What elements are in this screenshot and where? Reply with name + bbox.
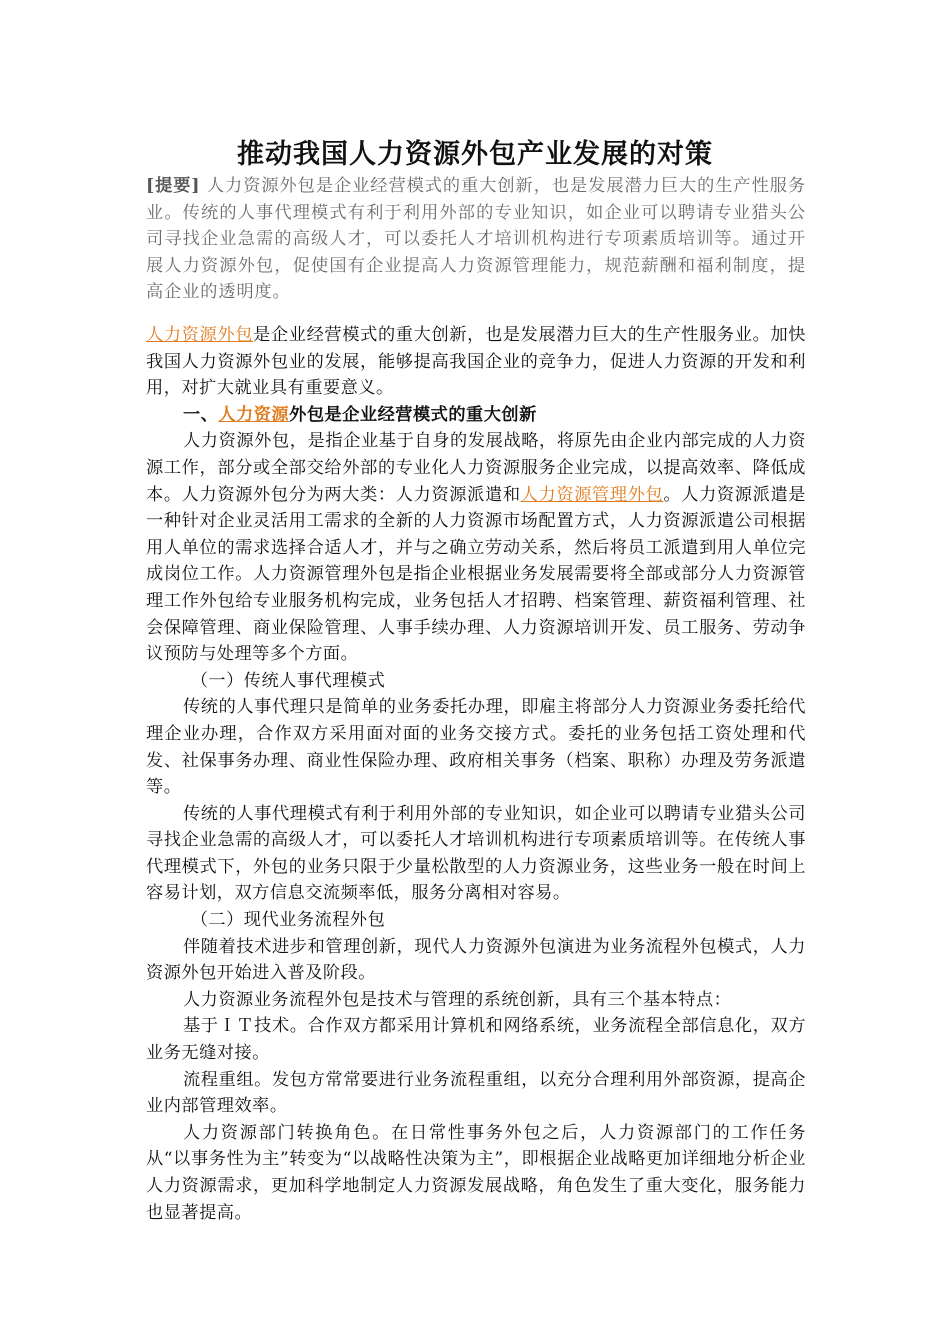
paragraph-7: 流程重组。发包方常常要进行业务流程重组，以充分合理利用外部资源，提高企业内部管理效率。: [146, 1069, 806, 1117]
paragraph-1-b: 。人力资源派遣是一种针对企业灵活用工需求的全新的人力资源市场配置方式，人力资源派遣公司根据用人单位的需求选择合适人才，并与之确立劳动关系，然后将员工派遣到用人单位完成岗位工作。人力资源管理外包是指企业根据业务发展需要将全部或部分人力资源管理工作外包给专业服务机构完成，业务包括人才招聘、档案管理、薪资福利管理、社会保障管理、商业保险管理、人事手续办理、人力资源培训开发、员工服务、劳动争议预防与处理等多个方面。: [146, 484, 806, 665]
abstract: [146, 173, 806, 306]
intro-paragraph: [146, 322, 806, 402]
paragraph-6: 基于ＩＴ技术。合作双方都采用计算机和网络系统，业务流程全部信息化，双方业务无缝对接。: [146, 1016, 806, 1064]
section-prefix: 一、: [182, 404, 219, 425]
section-suffix: 外包是企业经营模式的重大创新: [289, 404, 537, 425]
subheading-1: （一）传统人事代理模式: [190, 670, 386, 691]
abstract-label: [提要]: [146, 176, 201, 196]
intro-link[interactable]: 人力资源外包: [146, 325, 254, 345]
abstract-text: 人力资源外包是企业经营模式的重大创新，也是发展潜力巨大的生产性服务业。传统的人事代理模式有利于利用外部的专业知识，如企业可以聘请专业猎头公司寻找企业急需的高级人才，可以委托人才培训机构进行专项素质培训等。通过开展人力资源外包，促使国有企业提高人力资源管理能力，规范薪酬和福利制度，提高企业的透明度。: [146, 176, 806, 303]
paragraph-3: 传统的人事代理模式有利于利用外部的专业知识，如企业可以聘请专业猎头公司寻找企业急需的高级人才，可以委托人才培训机构进行专项素质培训等。在传统人事代理模式下，外包的业务只限于少量松散型的人力资源业务，这些业务一般在时间上容易计划，双方信息交流频率低，服务分离相对容易。: [146, 803, 806, 904]
hr-management-outsourcing-link[interactable]: 人力资源管理外包: [520, 484, 664, 505]
intro-text: 是企业经营模式的重大创新，也是发展潜力巨大的生产性服务业。加快我国人力资源外包业的发展，能够提高我国企业的竞争力，促进人力资源的开发和利用，对扩大就业具有重要意义。: [146, 325, 806, 399]
subheading-2: （二）现代业务流程外包: [190, 910, 386, 931]
paragraph-8: 人力资源部门转换角色。在日常性事务外包之后，人力资源部门的工作任务从“以事务性为主”转变为“以战略性决策为主”，即根据企业战略更加详细地分析企业人力资源需求，更加科学地制定人力资源发展战略，角色发生了重大变化，服务能力也显著提高。: [146, 1122, 806, 1223]
section-heading-link[interactable]: 人力资源: [218, 404, 290, 425]
paragraph-4: 伴随着技术进步和管理创新，现代人力资源外包演进为业务流程外包模式，人力资源外包开始进入普及阶段。: [146, 936, 806, 984]
paragraph-5: 人力资源业务流程外包是技术与管理的系统创新，具有三个基本特点：: [182, 989, 732, 1010]
page-title: 推动我国人力资源外包产业发展的对策: [237, 139, 713, 170]
paragraph-2: 传统的人事代理只是简单的业务委托办理，即雇主将部分人力资源业务委托给代理企业办理，合作双方采用面对面的业务交接方式。委托的业务包括工资处理和代发、社保事务办理、商业性保险办理、政府相关事务（档案、职称）办理及劳务派遣等。: [146, 697, 806, 798]
article-body: [146, 322, 806, 1226]
paragraph-1: [146, 428, 806, 667]
section-heading-1: [146, 402, 806, 429]
paragraph-1-a: 人力资源外包，是指企业基于自身的发展战略，将原先由企业内部完成的人力资源工作，部分或全部交给外部的专业化人力资源服务企业完成，以提高效率、降低成本。人力资源外包分为两大类：人力资源派遣和: [146, 431, 806, 505]
